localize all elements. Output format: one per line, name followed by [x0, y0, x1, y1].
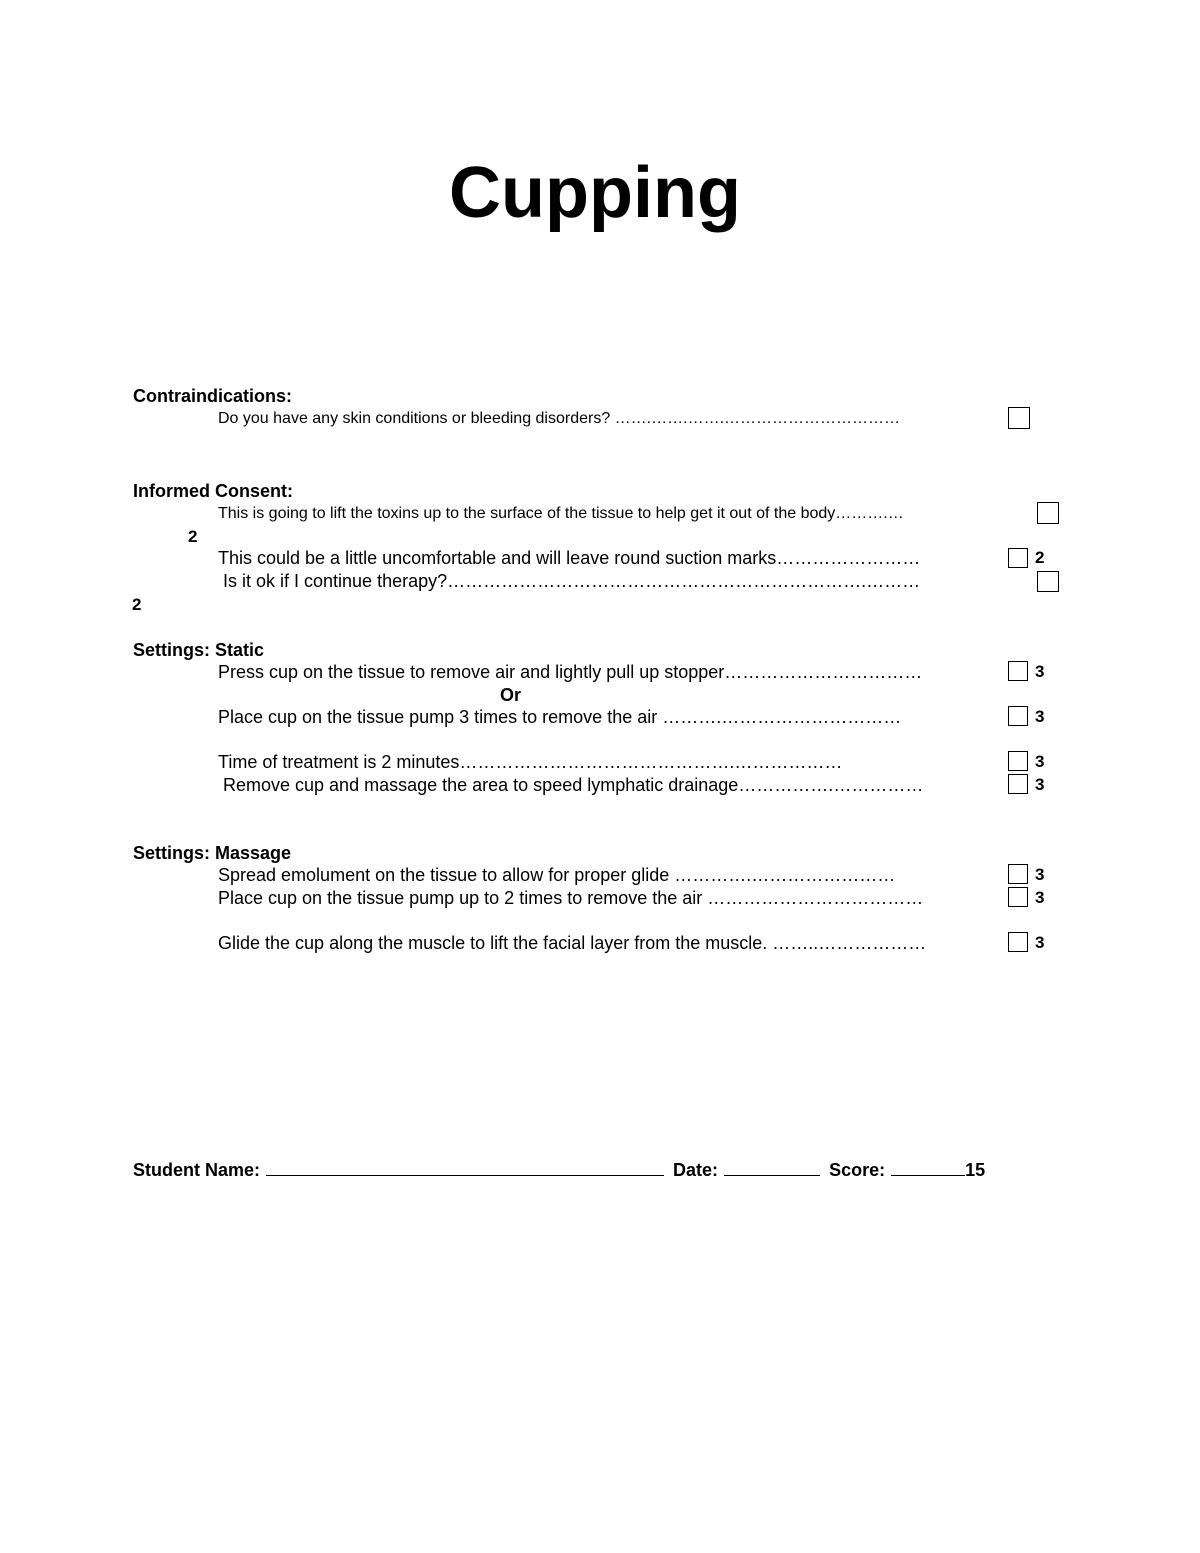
static-item-1-text: Press cup on the tissue to remove air and lightly pull up stopper……………………………: [218, 662, 923, 682]
massage-item-3-checkbox[interactable]: [1008, 932, 1028, 952]
consent-heading: Informed Consent:: [133, 481, 293, 501]
massage-item-1-text: Spread emolument on the tissue to allow for proper glide ………….……………………: [218, 865, 896, 885]
consent-item-2-points: 2: [1035, 548, 1045, 567]
static-item-2-text: Place cup on the tissue pump 3 times to remove the air ……….…………………………: [218, 707, 902, 727]
score-total: 15: [965, 1160, 986, 1180]
consent-item-3-points: 2: [132, 595, 142, 614]
student-name-field[interactable]: [266, 1157, 664, 1176]
consent-item-1-checkbox[interactable]: [1037, 502, 1059, 524]
static-item-1-checkbox[interactable]: [1008, 661, 1028, 681]
student-name-label: Student Name:: [133, 1160, 261, 1180]
consent-item-3-checkbox[interactable]: [1037, 571, 1059, 592]
massage-item-3-text: Glide the cup along the muscle to lift the facial layer from the muscle. ……..………………: [218, 933, 927, 953]
contraindication-item-text: Do you have any skin conditions or bleeding disorders? …….…….…….……………………………: [218, 410, 901, 427]
contraindication-checkbox[interactable]: [1008, 407, 1030, 429]
static-item-2-checkbox[interactable]: [1008, 706, 1028, 726]
score-label: Score:: [829, 1160, 886, 1180]
score-field[interactable]: [891, 1157, 965, 1176]
date-field[interactable]: [724, 1157, 820, 1176]
page-title: Cupping: [449, 153, 741, 233]
massage-item-2-text: Place cup on the tissue pump up to 2 times to remove the air ………………………………: [218, 888, 924, 908]
static-or-label: Or: [500, 685, 522, 705]
contraindications-heading: Contraindications:: [133, 386, 293, 406]
static-item-1-points: 3: [1035, 662, 1045, 681]
massage-heading: Settings: Massage: [133, 843, 292, 863]
static-item-3-checkbox[interactable]: [1008, 751, 1028, 771]
massage-item-2-points: 3: [1035, 888, 1045, 907]
static-item-2-points: 3: [1035, 707, 1045, 726]
massage-item-1-checkbox[interactable]: [1008, 864, 1028, 884]
consent-item-2-text: This could be a little uncomfortable and will leave round suction marks……………………: [218, 548, 921, 568]
consent-item-1-text: This is going to lift the toxins up to the surface of the tissue to help get it out of the body……….…: [218, 505, 904, 522]
consent-item-3-text: Is it ok if I continue therapy?…………………………………………………………….………: [223, 571, 921, 591]
date-label: Date:: [673, 1160, 719, 1180]
static-item-4-text: Remove cup and massage the area to speed lymphatic drainage…………….……………: [223, 775, 924, 795]
consent-item-1-points: 2: [188, 527, 198, 546]
static-item-3-text: Time of treatment is 2 minutes……………………………………….………………: [218, 752, 843, 772]
consent-item-2-checkbox[interactable]: [1008, 548, 1028, 568]
static-heading: Settings: Static: [133, 640, 265, 660]
massage-item-3-points: 3: [1035, 933, 1045, 952]
massage-item-1-points: 3: [1035, 865, 1045, 884]
static-item-4-checkbox[interactable]: [1008, 774, 1028, 794]
student-info-footer: [133, 1157, 985, 1182]
static-item-3-points: 3: [1035, 752, 1045, 771]
static-item-4-points: 3: [1035, 775, 1045, 794]
massage-item-2-checkbox[interactable]: [1008, 887, 1028, 907]
